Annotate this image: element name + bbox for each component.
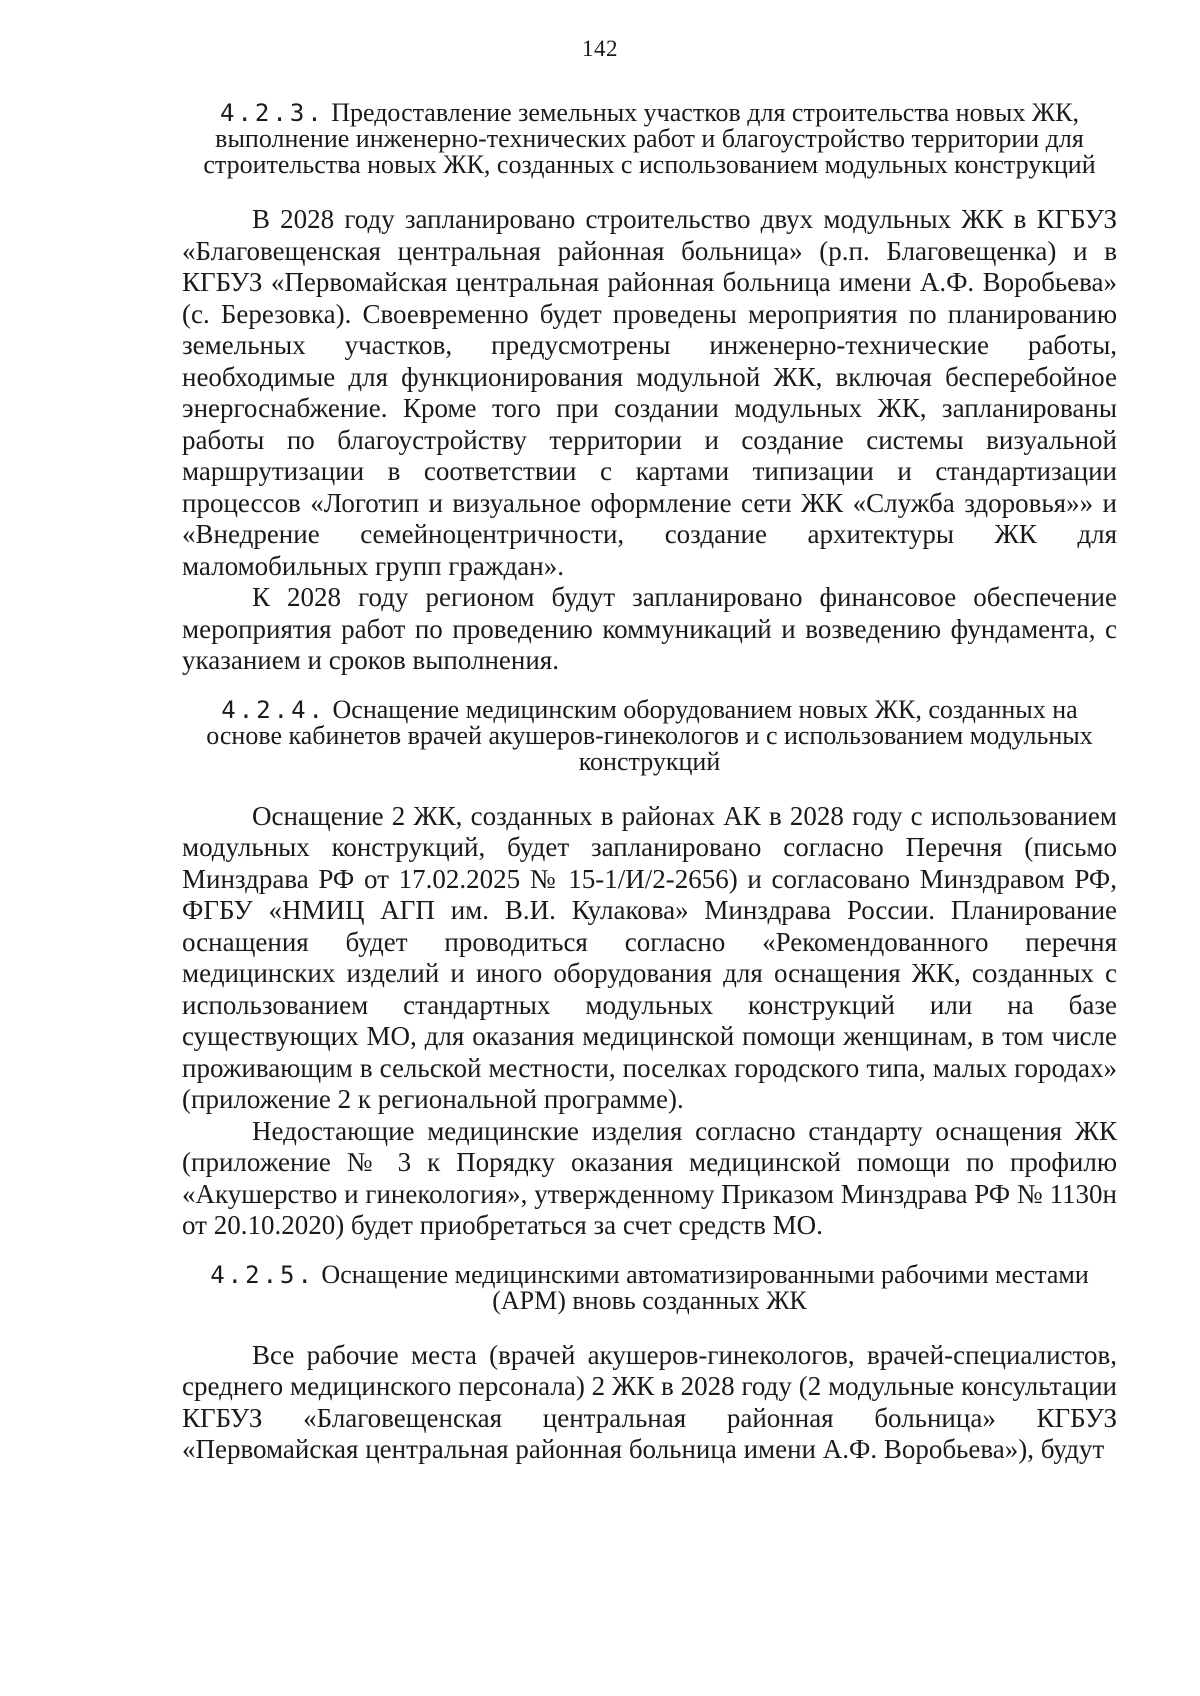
section-number: 4.2.4. [221,695,326,724]
page-number: 142 [582,36,618,61]
section-title: Оснащение медицинским оборудованием новых ЖК, созданных на основе кабинетов врачей акушеров-гинекологов и с использованием модульных конструкций [206,694,1093,776]
section-title: Оснащение медицинскими автоматизированными рабочими местами (АРМ) вновь созданных ЖК [321,1259,1089,1315]
section-heading-4-2-5 [194,1259,1105,1315]
paragraph: Оснащение 2 ЖК, созданных в районах АК в 2028 году с использованием модульных конструкций, будет запланировано согласно Перечня (письмо Минздрава РФ от 17.02.2025 № 15-1/И/2-2656) и согласовано Минздравом РФ, ФГБУ «НМИЦ АГП им. В.И. Кулакова» Минздрава России. Планирование оснащения будет проводиться согласно «Рекомендованного перечня медицинских изделий и иного оборудования для оснащения ЖК, созданных с использованием стандартных модульных конструкций или на базе существующих МО, для оказания медицинской помощи женщинам, в том числе проживающим в сельской местности, поселках городского типа, малых городах» (приложение 2 к региональной программе). [182,800,1117,1114]
section-heading-4-2-3 [194,100,1105,178]
section-title: Предоставление земельных участков для строительства новых ЖК, выполнение инженерно-технических работ и благоустройство территории для строительства новых ЖК, созданных с использованием модульных конструкций [203,98,1096,179]
page-content [182,100,1117,1466]
section-number: 4.2.3. [220,99,325,127]
paragraph: К 2028 году регионом будут запланировано финансовое обеспечение мероприятия работ по проведению коммуникаций и возведению фундамента, с указанием и сроков выполнения. [182,582,1117,675]
paragraph: Все рабочие места (врачей акушеров-гинекологов, врачей-специалистов, среднего медицинского персонала) 2 ЖК в 2028 году (2 модульные консультации КГБУЗ «Благовещенская центральная районная больница» КГБУЗ «Первомайская центральная районная больница имени А.Ф. Воробьева»), будут [182,1339,1117,1464]
section-number: 4.2.5. [210,1260,315,1289]
paragraph: Недостающие медицинские изделия согласно стандарту оснащения ЖК (приложение № 3 к Порядку оказания медицинской помощи по профилю «Акушерство и гинекология», утвержденному Приказом Минздрава РФ № 1130н от 20.10.2020) будет приобретаться за счет средств МО. [182,1115,1117,1240]
paragraph: В 2028 году запланировано строительство двух модульных ЖК в КГБУЗ «Благовещенская центральная районная больница» (р.п. Благовещенка) и в КГБУЗ «Первомайская центральная районная больница имени А.Ф. Воробьева» (с. Березовка). Своевременно будет проведены мероприятия по планированию земельных участков, предусмотрены инженерно-технические работы, необходимые для функционирования модульной ЖК, включая бесперебойное энергоснабжение. Кроме того при создании модульных ЖК, запланированы работы по благоустройству территории и создание системы визуальной маршрутизации в соответствии с картами типизации и стандартизации процессов «Логотип и визуальное оформление сети ЖК «Служба здоровья»» и «Внедрение семейноцентричности, создание архитектуры ЖК для маломобильных групп граждан». [182,204,1117,581]
section-heading-4-2-4 [194,694,1105,776]
